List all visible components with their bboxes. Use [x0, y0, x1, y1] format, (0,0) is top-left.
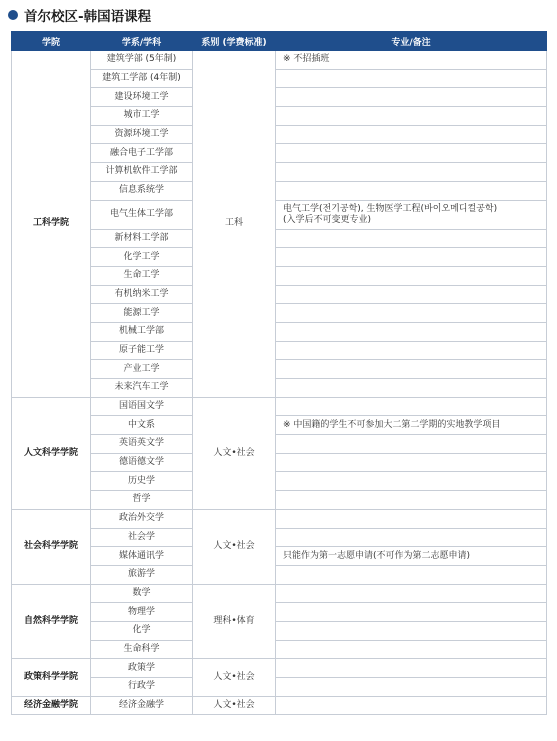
department-cell: 国语国文学	[91, 397, 193, 416]
note-cell	[276, 69, 547, 88]
department-cell: 城市工学	[91, 107, 193, 126]
department-cell: 社会学	[91, 528, 193, 547]
table-row	[12, 341, 547, 360]
note-cell	[276, 322, 547, 341]
department-cell: 生命科学	[91, 640, 193, 659]
note-cell	[276, 435, 547, 454]
department-cell: 机械工学部	[91, 322, 193, 341]
table-row	[12, 200, 547, 229]
department-cell: 德语德文学	[91, 453, 193, 472]
department-cell: 政策学	[91, 659, 193, 678]
department-cell: 电气生体工学部	[91, 200, 193, 229]
note-cell	[276, 397, 547, 416]
table-row	[12, 584, 547, 603]
department-cell: 未来汽车工学	[91, 379, 193, 398]
category-cell: 人文•社会	[193, 696, 276, 715]
table-body	[12, 51, 547, 715]
table-row	[12, 416, 547, 435]
note-cell: ※ 不招插班	[276, 51, 547, 70]
department-cell: 建筑学部 (5年制)	[91, 51, 193, 70]
table-row	[12, 266, 547, 285]
department-cell: 生命工学	[91, 266, 193, 285]
header-category: 系别 (学费标准)	[193, 32, 276, 51]
table-row	[12, 640, 547, 659]
table-row	[12, 472, 547, 491]
note-cell	[276, 107, 547, 126]
table-row	[12, 435, 547, 454]
program-table	[11, 31, 547, 715]
table-row	[12, 659, 547, 678]
table-row	[12, 453, 547, 472]
table-row	[12, 229, 547, 248]
college-cell: 自然科学学院	[12, 584, 91, 659]
note-cell: 只能作为第一志愿申请(不可作为第二志愿申请)	[276, 547, 547, 566]
category-cell: 工科	[193, 51, 276, 398]
department-cell: 资源环境工学	[91, 125, 193, 144]
note-cell	[276, 248, 547, 267]
department-cell: 行政学	[91, 678, 193, 697]
note-cell	[276, 696, 547, 715]
table-row	[12, 125, 547, 144]
header-notes: 专业/备注	[276, 32, 547, 51]
note-cell	[276, 125, 547, 144]
table-row	[12, 69, 547, 88]
category-cell: 理科•体育	[193, 584, 276, 659]
table-row	[12, 491, 547, 510]
department-cell: 旅游学	[91, 565, 193, 584]
table-row	[12, 51, 547, 70]
table-row	[12, 163, 547, 182]
note-cell	[276, 621, 547, 640]
department-cell: 融合电子工学部	[91, 144, 193, 163]
department-cell: 信息系统学	[91, 181, 193, 200]
department-cell: 媒体通讯学	[91, 547, 193, 566]
note-cell	[276, 144, 547, 163]
table-header-row	[12, 32, 547, 51]
table-row	[12, 603, 547, 622]
table-row	[12, 621, 547, 640]
department-cell: 历史学	[91, 472, 193, 491]
department-cell: 数学	[91, 584, 193, 603]
title-row	[8, 4, 151, 26]
department-cell: 新材料工学部	[91, 229, 193, 248]
college-cell: 人文科学学院	[12, 397, 91, 509]
note-cell: ※ 中国籍的学生不可参加大二第二学期的实地教学项目	[276, 416, 547, 435]
department-cell: 能源工学	[91, 304, 193, 323]
table-row	[12, 181, 547, 200]
department-cell: 中文系	[91, 416, 193, 435]
note-cell	[276, 285, 547, 304]
note-cell	[276, 163, 547, 182]
table-row	[12, 88, 547, 107]
table-row	[12, 248, 547, 267]
table-row	[12, 379, 547, 398]
department-cell: 经济金融学	[91, 696, 193, 715]
department-cell: 化学工学	[91, 248, 193, 267]
department-cell: 建设环境工学	[91, 88, 193, 107]
department-cell: 有机纳米工学	[91, 285, 193, 304]
college-cell: 工科学院	[12, 51, 91, 398]
header-department: 学系/学科	[91, 32, 193, 51]
table-row	[12, 397, 547, 416]
note-cell	[276, 528, 547, 547]
note-cell	[276, 229, 547, 248]
table-row	[12, 144, 547, 163]
department-cell: 计算机软件工学部	[91, 163, 193, 182]
department-cell: 政治外交学	[91, 509, 193, 528]
note-cell	[276, 379, 547, 398]
table-row	[12, 528, 547, 547]
table-row	[12, 696, 547, 715]
college-cell: 经济金融学院	[12, 696, 91, 715]
table-row	[12, 509, 547, 528]
department-cell: 物理学	[91, 603, 193, 622]
note-cell	[276, 304, 547, 323]
table-row	[12, 565, 547, 584]
table-row	[12, 547, 547, 566]
note-cell	[276, 678, 547, 697]
table-row	[12, 678, 547, 697]
note-cell	[276, 181, 547, 200]
note-cell	[276, 453, 547, 472]
table-row	[12, 107, 547, 126]
table-row	[12, 304, 547, 323]
note-cell	[276, 472, 547, 491]
note-cell	[276, 360, 547, 379]
department-cell: 哲学	[91, 491, 193, 510]
category-cell: 人文•社会	[193, 397, 276, 509]
table-row	[12, 322, 547, 341]
page-title: 首尔校区-韩国语课程	[24, 9, 152, 25]
note-cell	[276, 659, 547, 678]
bullet-dot-icon	[8, 10, 18, 20]
note-cell	[276, 341, 547, 360]
note-cell	[276, 565, 547, 584]
department-cell: 建筑工学部 (4年制)	[91, 69, 193, 88]
note-cell	[276, 88, 547, 107]
department-cell: 英语英文学	[91, 435, 193, 454]
note-cell	[276, 266, 547, 285]
header-college: 学院	[12, 32, 91, 51]
note-cell	[276, 509, 547, 528]
table-row	[12, 360, 547, 379]
table-row	[12, 285, 547, 304]
note-cell	[276, 491, 547, 510]
note-cell	[276, 640, 547, 659]
department-cell: 产业工学	[91, 360, 193, 379]
category-cell: 人文•社会	[193, 509, 276, 584]
department-cell: 化学	[91, 621, 193, 640]
note-cell	[276, 584, 547, 603]
college-cell: 社会科学学院	[12, 509, 91, 584]
category-cell: 人文•社会	[193, 659, 276, 696]
note-cell: 电气工学(전기공학), 生物医学工程(바이오메디컬공학) (入学后不可变更专业)	[276, 200, 547, 229]
department-cell: 原子能工学	[91, 341, 193, 360]
note-cell	[276, 603, 547, 622]
college-cell: 政策科学学院	[12, 659, 91, 696]
